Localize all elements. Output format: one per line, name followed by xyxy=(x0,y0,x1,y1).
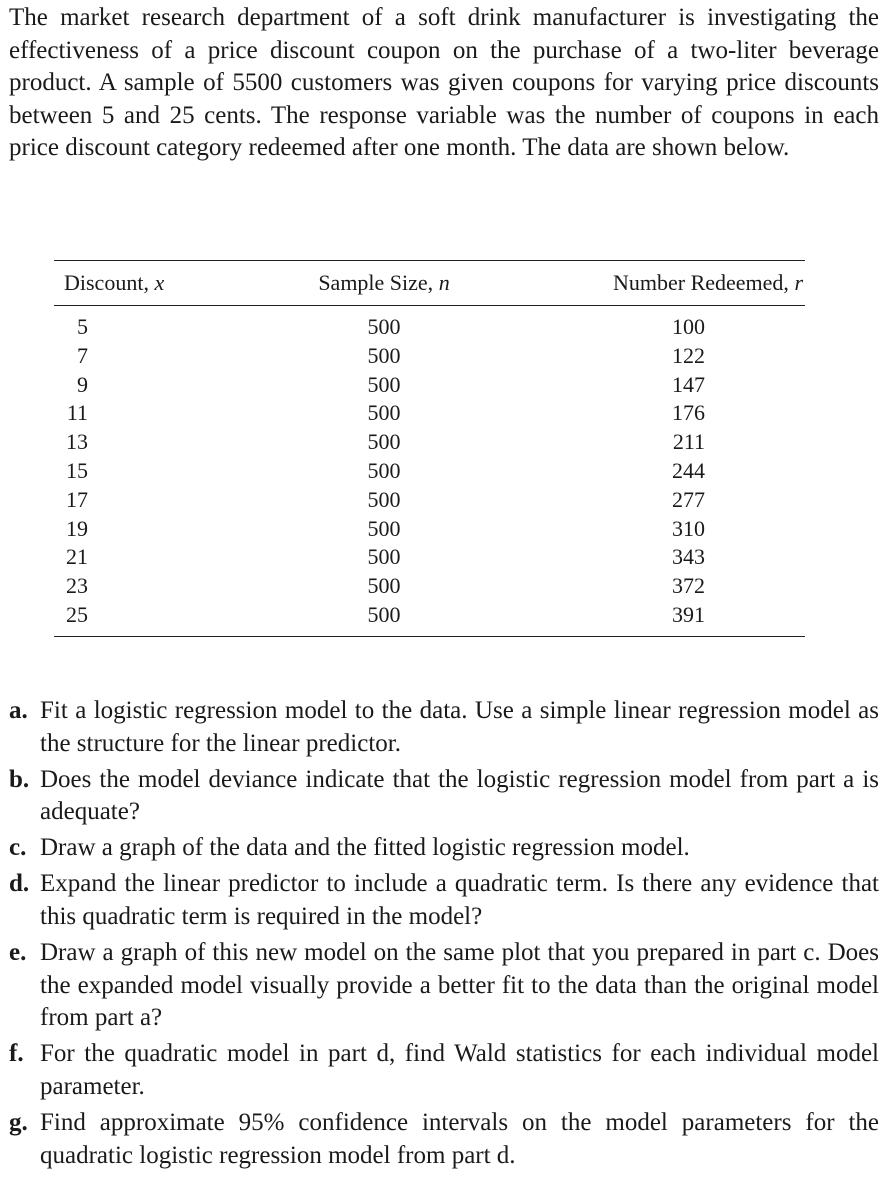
table-row xyxy=(54,457,805,486)
question-item xyxy=(9,764,879,829)
question-text: Fit a logistic regression model to the data. Use a simple linear regression model as the structure for the linear predictor. xyxy=(40,697,879,757)
cell-number-redeemed: 372 xyxy=(672,573,705,599)
cell-sample-size: 500 xyxy=(367,400,401,426)
question-text: Find approximate 95% confidence intervals on the model parameters for the quadratic logistic regression model from part d. xyxy=(40,1109,879,1169)
cell-discount: 7 xyxy=(77,342,88,368)
cell-sample-size: 500 xyxy=(367,429,401,455)
cell-number-redeemed: 122 xyxy=(672,342,705,368)
table-header-row xyxy=(54,261,805,306)
cell-number-redeemed: 277 xyxy=(672,486,705,512)
question-text: For the quadratic model in part d, find Wald statistics for each individual model parameter. xyxy=(40,1040,879,1101)
cell-sample-size: 500 xyxy=(367,342,401,368)
data-table-container xyxy=(54,260,805,637)
cell-number-redeemed: 176 xyxy=(672,400,705,426)
cell-number-redeemed: 310 xyxy=(672,515,705,541)
cell-number-redeemed: 147 xyxy=(672,371,705,397)
cell-discount: 19 xyxy=(66,515,88,541)
cell-number-redeemed: 244 xyxy=(672,457,705,483)
cell-sample-size: 500 xyxy=(367,544,401,570)
cell-discount: 5 xyxy=(77,314,88,339)
question-item xyxy=(9,1107,879,1172)
cell-sample-size: 500 xyxy=(244,601,524,636)
cell-discount: 13 xyxy=(66,429,88,455)
cell-sample-size: 500 xyxy=(367,371,401,397)
header-number-redeemed: Number Redeemed, r xyxy=(524,261,805,306)
table-row xyxy=(54,543,805,572)
table-row xyxy=(54,486,805,515)
cell-number-redeemed: 391 xyxy=(524,601,805,636)
question-text: Draw a graph of this new model on the same plot that you prepared in part c. Does the expanded model visually provide a better fit to the data than the original model from part a? xyxy=(40,939,879,1032)
table-row xyxy=(54,428,805,457)
cell-sample-size: 500 xyxy=(367,486,401,512)
question-item xyxy=(9,937,879,1035)
question-list xyxy=(9,695,879,1176)
cell-discount: 25 xyxy=(54,601,244,636)
table-row xyxy=(54,399,805,428)
question-label: b. xyxy=(9,765,30,793)
question-text: Draw a graph of the data and the fitted logistic regression model. xyxy=(40,834,690,862)
cell-discount: 15 xyxy=(66,457,88,483)
cell-discount: 11 xyxy=(66,400,88,426)
table-row xyxy=(54,572,805,601)
table-row xyxy=(54,515,805,544)
question-item xyxy=(9,832,879,865)
table-row xyxy=(54,371,805,400)
cell-number-redeemed: 100 xyxy=(672,314,705,339)
question-label: f. xyxy=(9,1040,24,1068)
question-text: Does the model deviance indicate that the logistic regression model from part a is adequate? xyxy=(40,765,879,826)
cell-discount: 9 xyxy=(77,371,88,397)
data-table xyxy=(54,260,805,637)
cell-sample-size: 500 xyxy=(367,515,401,541)
header-discount: Discount, x xyxy=(54,261,244,306)
table-row xyxy=(54,342,805,371)
cell-sample-size: 500 xyxy=(367,573,401,599)
question-label: a. xyxy=(9,697,28,724)
cell-discount: 17 xyxy=(66,486,88,512)
cell-number-redeemed: 211 xyxy=(672,429,705,455)
problem-intro: The market research department of a soft drink manufacturer is investigating the effectiveness of a price discount coupon on the purchase of a two-liter beverage product. A sample of 5500 customers was given coupons for varying price discounts between 5 and 25 cents. The response variable was the number of coupons in each price discount category redeemed after one month. The data are shown below. xyxy=(9,4,879,162)
cell-discount: 23 xyxy=(66,573,88,599)
cell-sample-size: 500 xyxy=(367,457,401,483)
table-row xyxy=(54,601,805,636)
question-label: g. xyxy=(9,1109,28,1137)
header-sample-size: Sample Size, n xyxy=(244,261,524,306)
question-text: Expand the linear predictor to include a quadratic term. Is there any evidence that this quadratic term is required in the model? xyxy=(40,870,879,931)
table-body xyxy=(54,306,805,637)
cell-sample-size: 500 xyxy=(367,314,401,339)
question-label: c. xyxy=(9,834,27,862)
question-item xyxy=(9,868,879,933)
question-label: e. xyxy=(9,939,27,967)
table-row xyxy=(54,306,805,342)
question-item xyxy=(9,695,879,760)
cell-discount: 21 xyxy=(66,544,88,570)
cell-number-redeemed: 343 xyxy=(672,544,705,570)
question-item xyxy=(9,1038,879,1103)
question-label: d. xyxy=(9,870,30,898)
